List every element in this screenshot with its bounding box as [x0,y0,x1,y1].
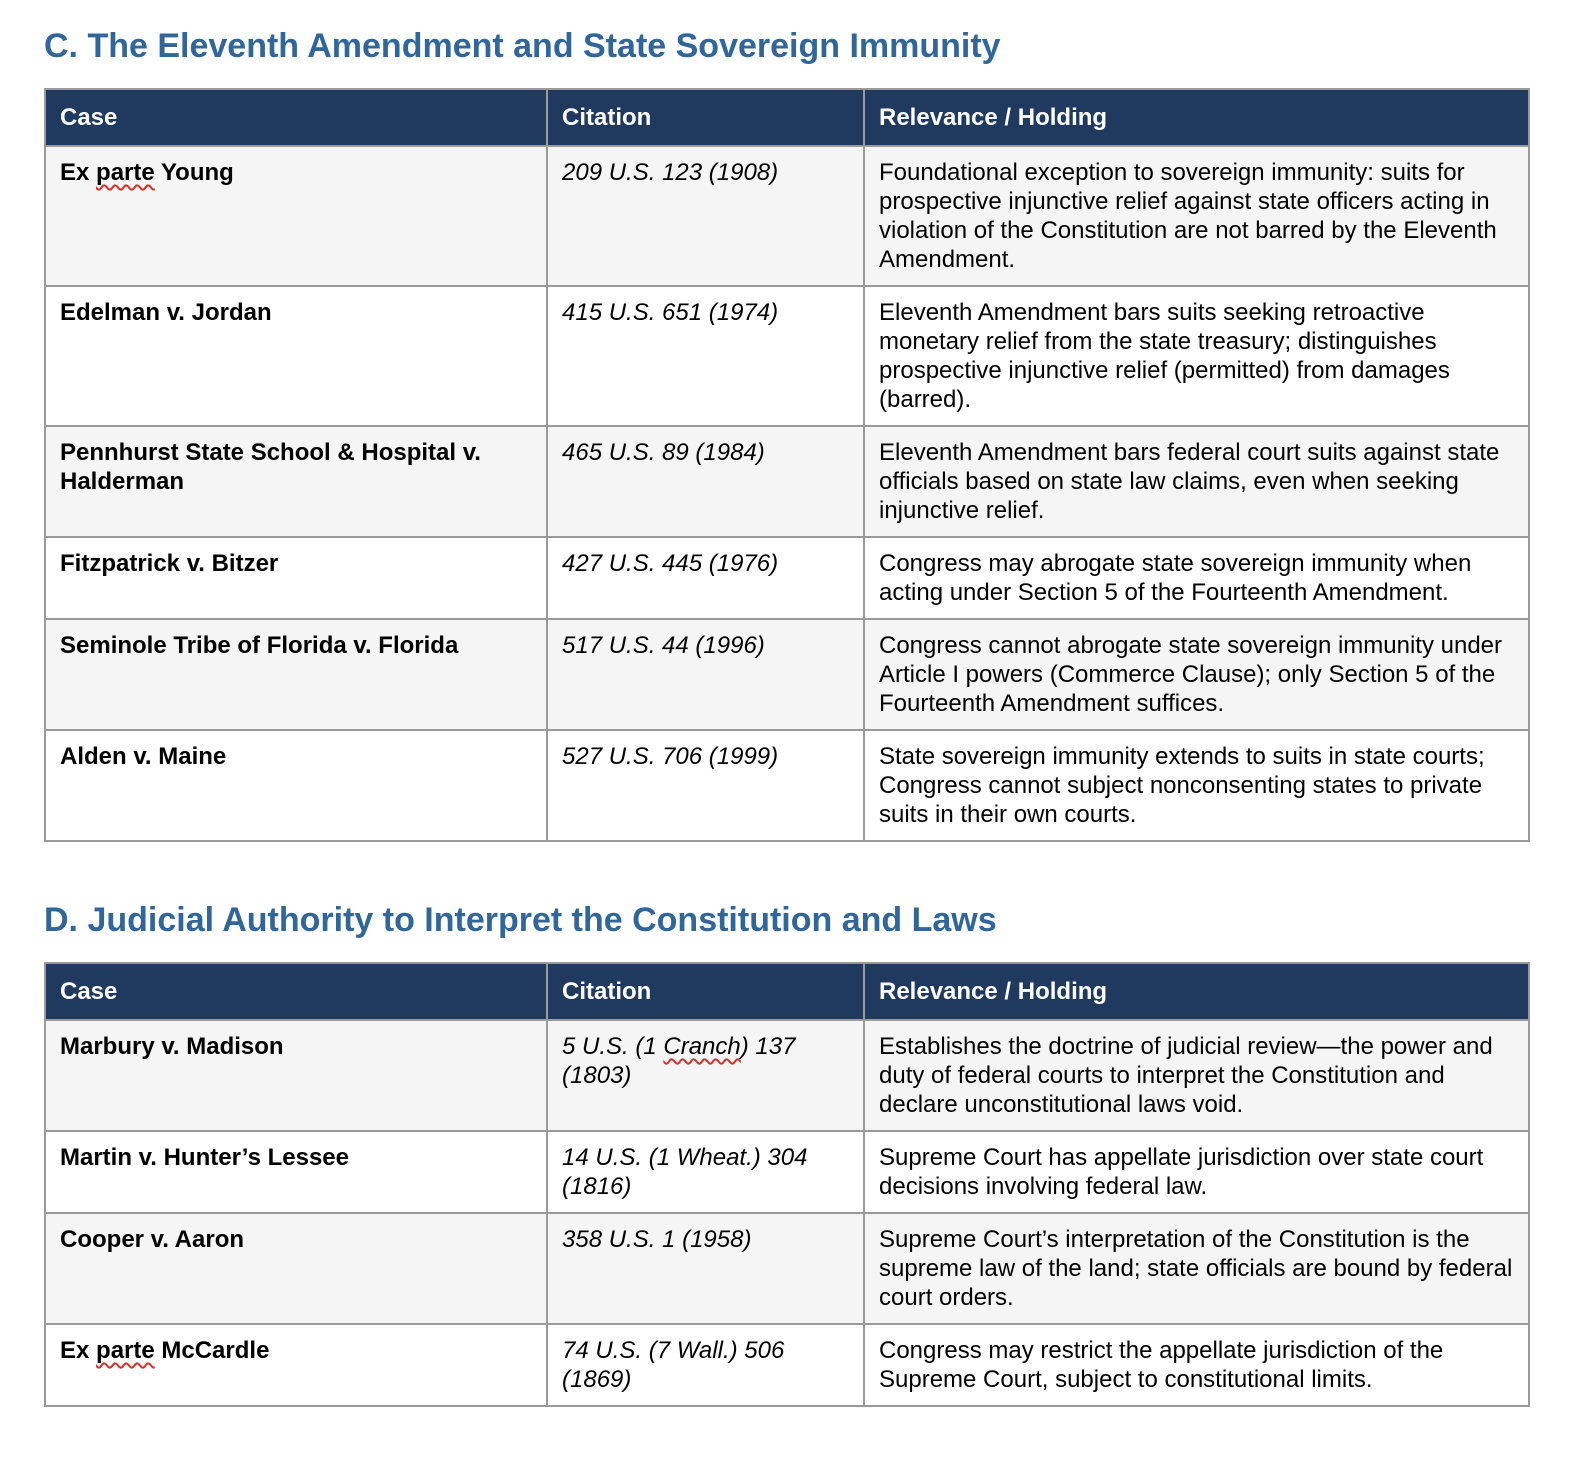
holding-text: Supreme Court has appellate jurisdiction over state court decisions involving federal law. [879,1144,1484,1200]
citation-cell [547,1324,864,1406]
case-name-text: Martin v. Hunter’s Lessee [60,1144,349,1171]
citation-cell [547,537,864,619]
citation-cell [547,619,864,730]
table-row [45,1131,1529,1213]
table-row [45,286,1529,426]
table-header-row [45,963,1529,1020]
citation-text: 517 U.S. 44 (1996) [562,632,765,659]
citation-text: 209 U.S. 123 (1908) [562,159,779,186]
citation-text: 358 U.S. 1 (1958) [562,1226,752,1253]
citation-cell [547,286,864,426]
holding-cell [864,619,1529,730]
citation-text: 74 U.S. (7 Wall.) 506 (1869) [562,1337,785,1393]
column-header-relevance: Relevance / Holding [864,89,1529,146]
holding-text: Congress may abrogate state sovereign immunity when acting under Section 5 of the Fourteenth Amendment. [879,550,1472,606]
citation-text: 465 U.S. 89 (1984) [562,439,765,466]
column-header-relevance: Relevance / Holding [864,963,1529,1020]
case-name-text: Seminole Tribe of Florida v. Florida [60,632,459,659]
table-row [45,537,1529,619]
holding-text: Supreme Court’s interpretation of the Constitution is the supreme law of the land; state officials are bound by federal court orders. [879,1226,1513,1311]
case-name-text: Fitzpatrick v. Bitzer [60,550,279,577]
citation-text: 5 U.S. (1 [562,1033,664,1060]
table-header-row [45,89,1529,146]
holding-text: State sovereign immunity extends to suits in state courts; Congress cannot subject nonconsenting states to private suits in their own courts. [879,743,1485,828]
case-name-text: Cooper v. Aaron [60,1226,245,1253]
misspelled-word: parte [96,1337,155,1364]
column-header-citation: Citation [547,963,864,1020]
column-header-case: Case [45,963,547,1020]
case-name-text: Alden v. Maine [60,743,227,770]
citation-cell [547,1020,864,1131]
holding-cell [864,1324,1529,1406]
case-name-text: McCardle [154,1337,270,1364]
citation-text: 427 U.S. 445 (1976) [562,550,779,577]
misspelled-word: parte [96,159,155,186]
table-body [45,146,1529,841]
holding-cell [864,426,1529,537]
citation-cell [547,1213,864,1324]
citation-cell [547,426,864,537]
case-cell [45,1020,547,1131]
case-cell [45,1324,547,1406]
case-table-eleventh-amendment [44,88,1530,842]
section-heading-judicial-authority: D. Judicial Authority to Interpret the Constitution and Laws [44,901,997,939]
citation-cell [547,1131,864,1213]
case-name-text: Young [154,159,234,186]
holding-cell [864,1020,1529,1131]
citation-text: 415 U.S. 651 (1974) [562,299,779,326]
table-row [45,1324,1529,1406]
case-cell [45,146,547,286]
case-name-text: Marbury v. Madison [60,1033,284,1060]
table-row [45,146,1529,286]
table-row [45,1020,1529,1131]
table-row [45,1213,1529,1324]
citation-text: 527 U.S. 706 (1999) [562,743,779,770]
holding-cell [864,537,1529,619]
citation-text: ) 137 (1803) [562,1033,796,1089]
holding-text: Congress cannot abrogate state sovereign immunity under Article I powers (Commerce Clause); only Section 5 of the Fourteenth Amendment suffices. [879,632,1503,717]
case-cell [45,426,547,537]
holding-text: Eleventh Amendment bars suits seeking retroactive monetary relief from the state treasury; distinguishes prospective injunctive relief (permitted) from damages (barred). [879,299,1450,413]
section-judicial-authority [44,900,1528,1407]
holding-text: Establishes the doctrine of judicial review—the power and duty of federal courts to interpret the Constitution and declare unconstitutional laws void. [879,1033,1493,1118]
case-name-text: Edelman v. Jordan [60,299,272,326]
header-row [45,963,1529,1020]
case-cell [45,286,547,426]
case-cell [45,537,547,619]
holding-cell [864,286,1529,426]
table-body [45,1020,1529,1406]
case-cell [45,619,547,730]
section-eleventh-amendment [44,26,1528,842]
citation-cell [547,146,864,286]
citation-text: 14 U.S. (1 Wheat.) 304 (1816) [562,1144,808,1200]
case-cell [45,730,547,841]
holding-cell [864,730,1529,841]
column-header-case: Case [45,89,547,146]
holding-text: Foundational exception to sovereign immunity: suits for prospective injunctive relief against state officers acting in violation of the Constitution are not barred by the Eleventh Amendment. [879,159,1497,273]
holding-cell [864,1131,1529,1213]
case-name-text: Ex [60,1337,97,1364]
table-row [45,730,1529,841]
table-row [45,426,1529,537]
case-name-text: Pennhurst State School & Hospital v. Halderman [60,439,481,495]
case-name-text: Ex [60,159,97,186]
case-table-judicial-authority [44,962,1530,1407]
holding-cell [864,1213,1529,1324]
holding-text: Eleventh Amendment bars federal court suits against state officials based on state law claims, even when seeking injunctive relief. [879,439,1500,524]
citation-cell [547,730,864,841]
column-header-citation: Citation [547,89,864,146]
holding-text: Congress may restrict the appellate jurisdiction of the Supreme Court, subject to constitutional limits. [879,1337,1444,1393]
section-heading-eleventh-amendment: C. The Eleventh Amendment and State Sovereign Immunity [44,27,1001,65]
case-cell [45,1213,547,1324]
misspelled-word: Cranch [663,1033,741,1060]
case-cell [45,1131,547,1213]
table-row [45,619,1529,730]
header-row [45,89,1529,146]
holding-cell [864,146,1529,286]
